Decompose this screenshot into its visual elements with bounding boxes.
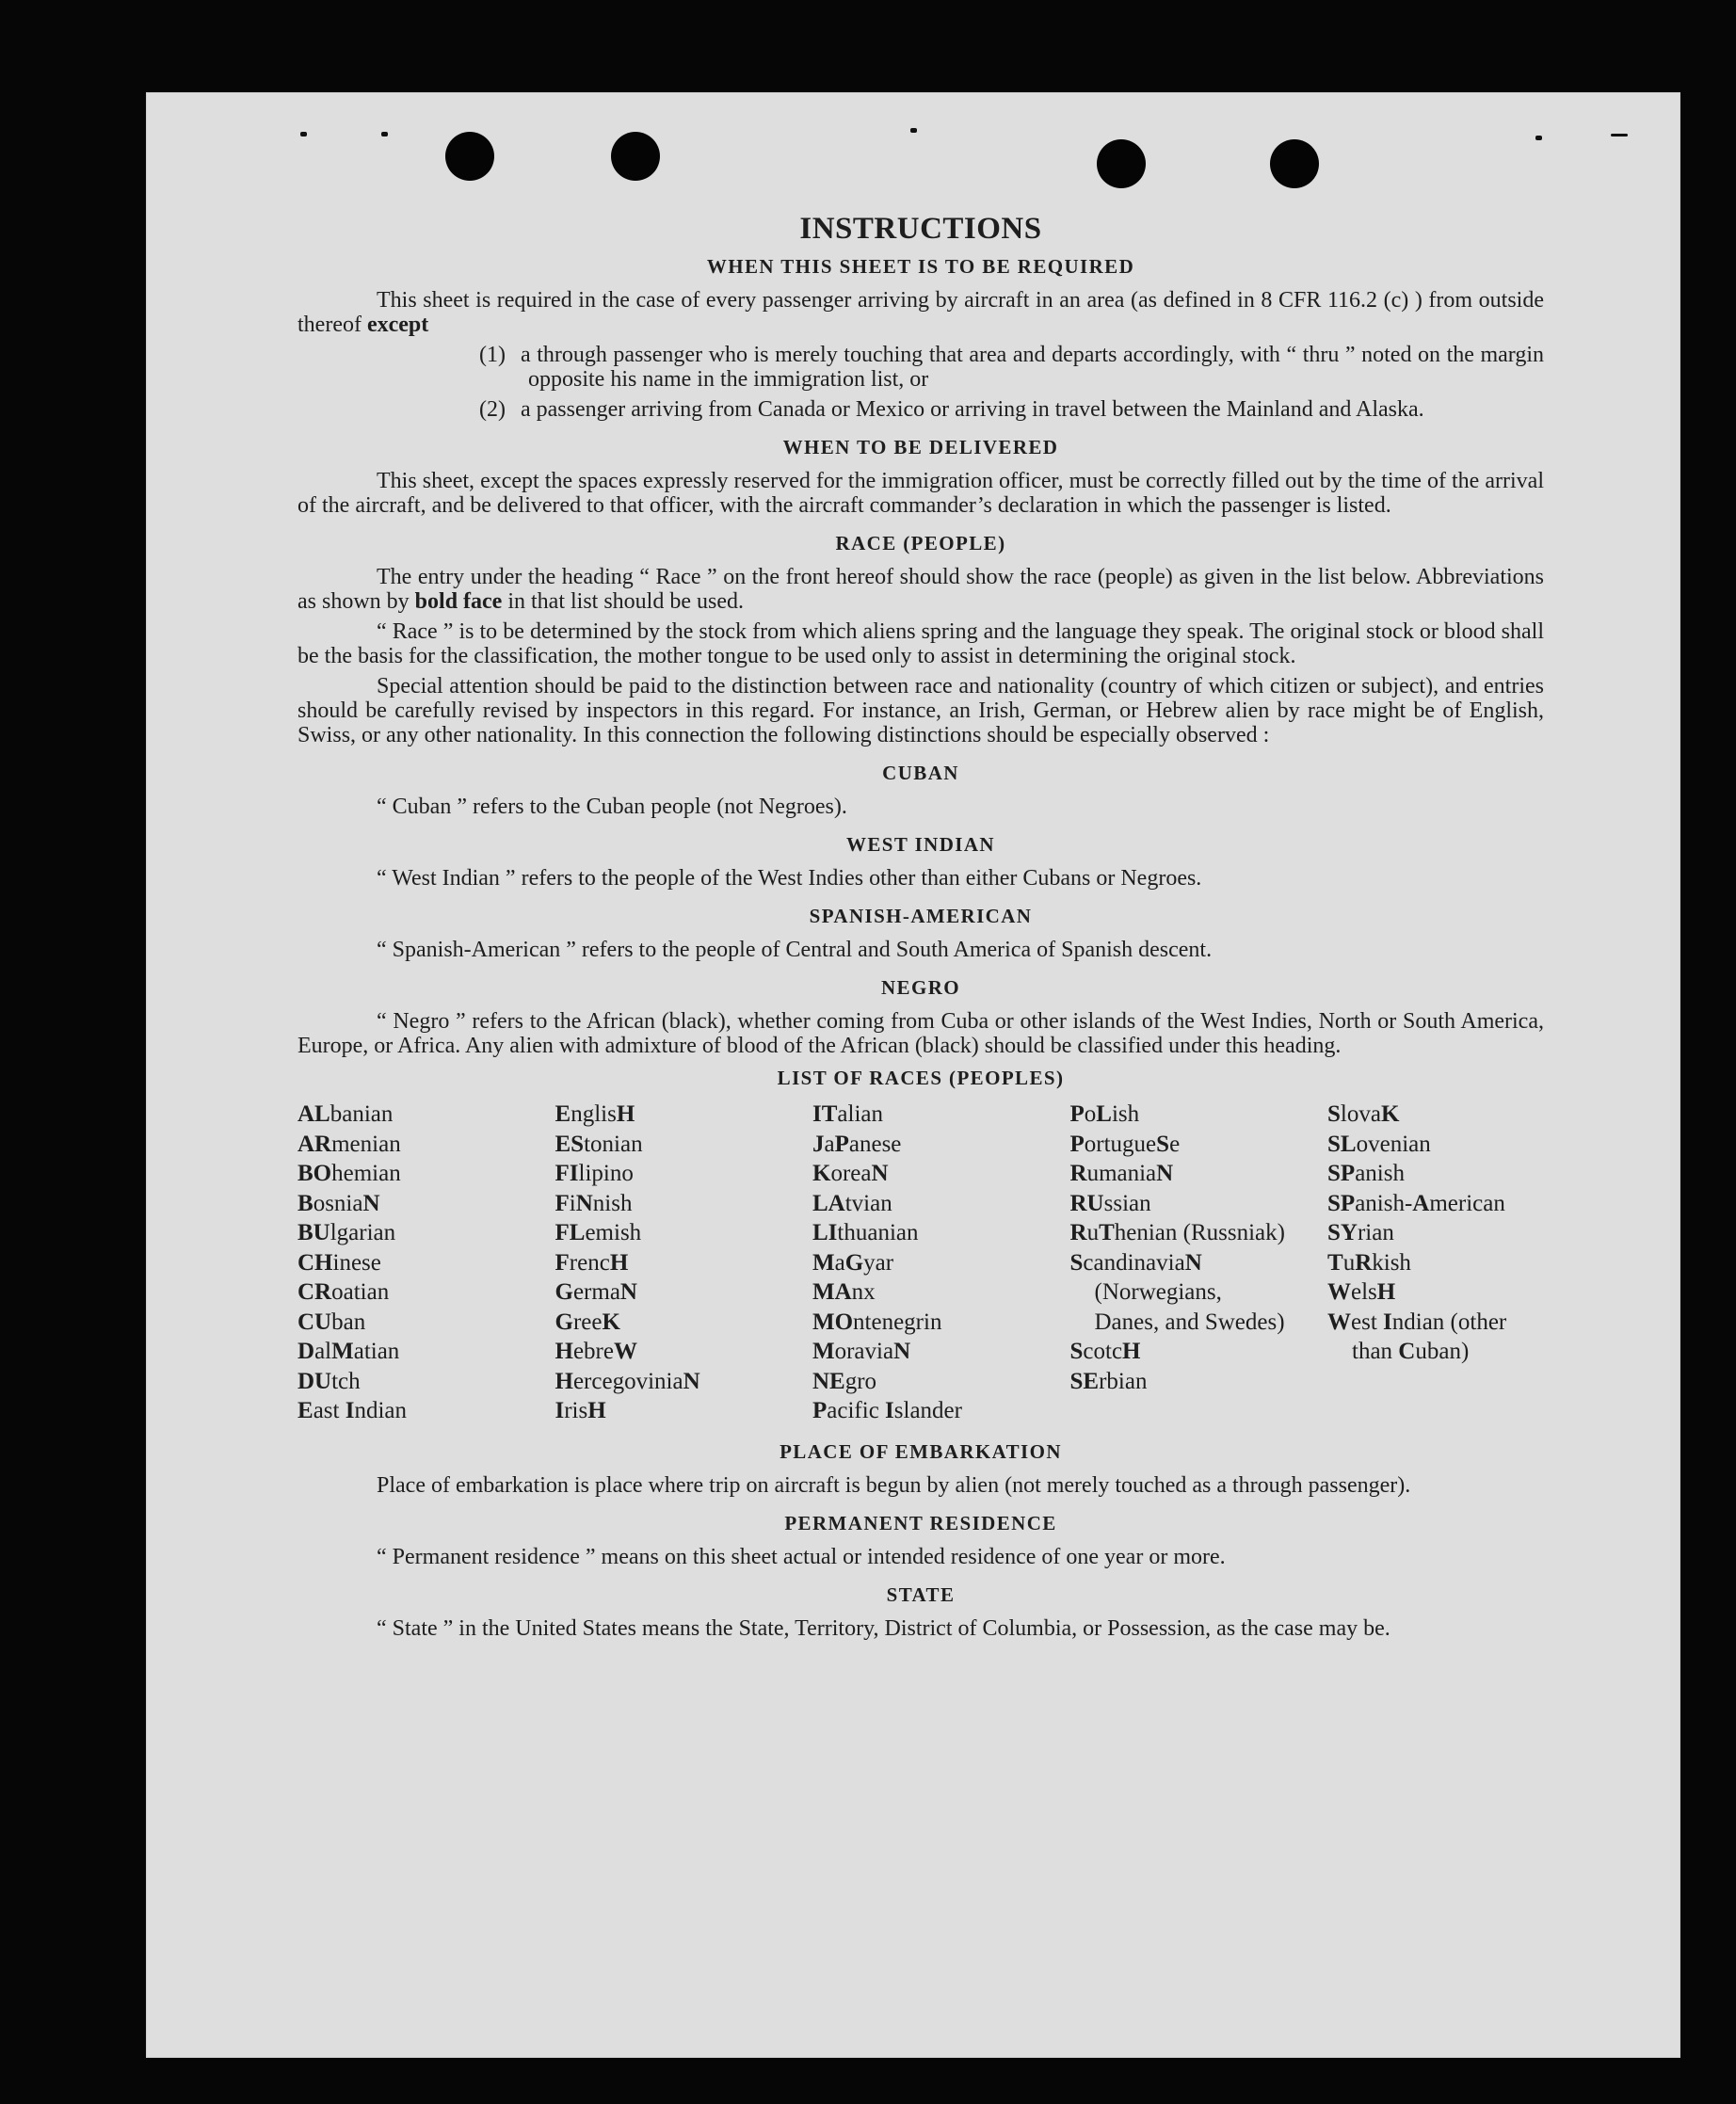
race-column: [555, 1100, 772, 1426]
race-entry: HercegoviniaN: [555, 1368, 700, 1394]
heading-list-of-races: LIST OF RACES (PEOPLES): [777, 1067, 1065, 1089]
race-entry: CHinese: [297, 1249, 381, 1276]
race-entry: TuRkish: [1327, 1249, 1411, 1276]
item-number: (2): [479, 397, 506, 422]
race-entry: Pacific Islander: [812, 1398, 962, 1423]
item-number: (1): [479, 343, 506, 367]
race-entry: ALbanian: [297, 1101, 394, 1127]
race-entry: ScotcH: [1069, 1339, 1141, 1364]
punch-hole-1: [445, 132, 494, 181]
race-entry: FiNnish: [555, 1190, 633, 1216]
race-entry: FrencH: [555, 1249, 629, 1276]
speck: [1535, 136, 1542, 140]
race-column: [1327, 1100, 1544, 1426]
state-paragraph: “ State ” in the United States means the State, Territory, District of Columbia, or Possession, as the case may be.: [377, 1615, 1390, 1641]
spanish-american-paragraph: “ Spanish-American ” refers to the people of Central and South America of Spanish descent.: [377, 938, 1213, 962]
race-entry: SPanish-American: [1327, 1190, 1505, 1216]
race-entry: DalMatian: [297, 1339, 400, 1364]
heading-negro: NEGRO: [880, 976, 960, 999]
race-p1-bold: bold face: [414, 589, 503, 614]
race-entry: SPanish: [1327, 1161, 1405, 1186]
required-paragraph: [297, 288, 1544, 337]
race-entry: BUlgarian: [297, 1220, 396, 1245]
race-entry: BOhemian: [297, 1161, 401, 1186]
race-p1-a: The entry under the heading “ Race ” on the front hereof should show the race (people) as given in the list below. Abbreviations as shown by: [297, 565, 1544, 614]
race-entry: PortugueSe: [1069, 1131, 1181, 1157]
race-entry: SYrian: [1327, 1220, 1394, 1245]
race-entry: ITalian: [812, 1101, 883, 1127]
race-entry: EnglisH: [555, 1101, 635, 1127]
required-intro: This sheet is required in the case of every passenger arriving by aircraft in an area (as defined in 8 CFR 116.2 (c) ) from outside thereof: [297, 288, 1544, 337]
cuban-paragraph: “ Cuban ” refers to the Cuban people (not Negroes).: [377, 795, 847, 819]
race-entry: GermaN: [555, 1279, 637, 1305]
race-entry: FLemish: [555, 1220, 642, 1245]
race-entry: RuThenian (Russniak): [1069, 1220, 1285, 1245]
race-entry: DUtch: [297, 1368, 361, 1394]
race-entry: BosniaN: [297, 1190, 380, 1216]
race-entry: EStonian: [555, 1131, 643, 1157]
race-paragraph-1: [297, 565, 1544, 614]
heading-west-indian: WEST INDIAN: [846, 833, 995, 856]
heading-embarkation: PLACE OF EMBARKATION: [780, 1439, 1062, 1463]
negro-paragraph: “ Negro ” refers to the African (black), whether coming from Cuba or other islands of the West Indies, North or South America, Europe, or Africa. Any alien with admixture of blood of the African (black) should be classified under this heading.: [297, 1009, 1544, 1058]
race-entry: SErbian: [1069, 1368, 1148, 1394]
residence-paragraph: “ Permanent residence ” means on this sheet actual or intended residence of one year or more.: [377, 1544, 1226, 1569]
speck: [381, 132, 388, 137]
speck: [300, 132, 307, 137]
race-entry: MAnx: [812, 1279, 876, 1305]
races-list: [297, 1100, 1544, 1426]
race-entry: West Indian (other than Cuban): [1327, 1309, 1507, 1364]
race-entry: RumaniaN: [1069, 1161, 1174, 1186]
race-column: [812, 1100, 1029, 1426]
embarkation-paragraph: Place of embarkation is place where trip on aircraft is begun by alien (not merely touched as a through passenger).: [377, 1472, 1411, 1498]
race-entry: ARmenian: [297, 1131, 401, 1157]
race-entry: MoraviaN: [812, 1339, 911, 1364]
race-entry: LAtvian: [812, 1190, 892, 1216]
heading-spanish-american: SPANISH-AMERICAN: [809, 905, 1033, 927]
west-indian-paragraph: “ West Indian ” refers to the people of the West Indies other than either Cubans or Negroes.: [377, 866, 1202, 891]
item-text: a passenger arriving from Canada or Mexico or arriving in travel between the Mainland and Alaska.: [521, 397, 1424, 422]
punch-hole-3: [1097, 139, 1146, 188]
race-entry: CUban: [297, 1309, 366, 1335]
heading-state: STATE: [886, 1582, 956, 1606]
race-entry: GreeK: [555, 1309, 620, 1335]
required-item-1: [297, 343, 1544, 392]
race-entry: JaPanese: [812, 1131, 902, 1157]
race-entry: KoreaN: [812, 1161, 889, 1186]
punch-hole-4: [1270, 139, 1319, 188]
race-paragraph-2: “ Race ” is to be determined by the stock from which aliens spring and the language they speak. The original stock or blood shall be the basis for the classification, the mother tongue to be used only to assist in determining the original stock.: [297, 619, 1544, 668]
race-entry: LIthuanian: [812, 1220, 919, 1245]
race-entry: WelsH: [1327, 1279, 1396, 1305]
race-entry: NEgro: [812, 1368, 877, 1394]
heading-cuban: CUBAN: [882, 762, 959, 784]
race-entry: MOntenegrin: [812, 1309, 942, 1335]
punch-hole-2: [611, 132, 660, 181]
required-item-2: [297, 397, 1544, 422]
race-entry: CRoatian: [297, 1279, 390, 1305]
delivered-paragraph: This sheet, except the spaces expressly reserved for the immigration officer, must be correctly filled out by the time of the arrival of the aircraft, and be delivered to that officer, with the aircraft commander’s declaration in which the passenger is listed.: [297, 469, 1544, 518]
heading-race: RACE (PEOPLE): [835, 532, 1006, 554]
race-entry: ScandinaviaN (Norwegians, Danes, and Swedes): [1069, 1249, 1285, 1335]
race-entry: IrisH: [555, 1398, 606, 1423]
race-entry: HebreW: [555, 1339, 637, 1364]
race-p1-b: in that list should be used.: [507, 589, 744, 614]
race-entry: PoLish: [1069, 1101, 1140, 1127]
required-except: except: [366, 313, 429, 337]
race-entry: East Indian: [297, 1398, 407, 1423]
item-text: a through passenger who is merely touching that area and departs accordingly, with “ thru ” noted on the margin opposite his name in the immigration list, or: [521, 343, 1544, 392]
heading-when-required: WHEN THIS SHEET IS TO BE REQUIRED: [706, 255, 1135, 278]
race-entry: RUssian: [1069, 1190, 1151, 1216]
race-entry: MaGyar: [812, 1249, 894, 1276]
race-column: [1070, 1100, 1287, 1426]
speck: [1611, 134, 1628, 137]
race-entry: SlovaK: [1327, 1101, 1400, 1127]
heading-when-delivered: WHEN TO BE DELIVERED: [782, 436, 1059, 458]
race-column: [297, 1100, 514, 1426]
heading-permanent-residence: PERMANENT RESIDENCE: [784, 1511, 1057, 1534]
speck: [910, 128, 917, 133]
race-paragraph-3: Special attention should be paid to the distinction between race and nationality (country of which citizen or subject), and entries should be carefully revised by inspectors in this regard. For instance, an Irish, German, or Hebrew alien by race might be of English, Swiss, or any other nationality. In this connection the following distinctions should be especially observed :: [297, 674, 1544, 747]
instructions-content: [297, 212, 1544, 1646]
page-title: INSTRUCTIONS: [799, 212, 1042, 246]
race-entry: SLovenian: [1327, 1131, 1431, 1157]
race-entry: FIlipino: [555, 1161, 634, 1186]
